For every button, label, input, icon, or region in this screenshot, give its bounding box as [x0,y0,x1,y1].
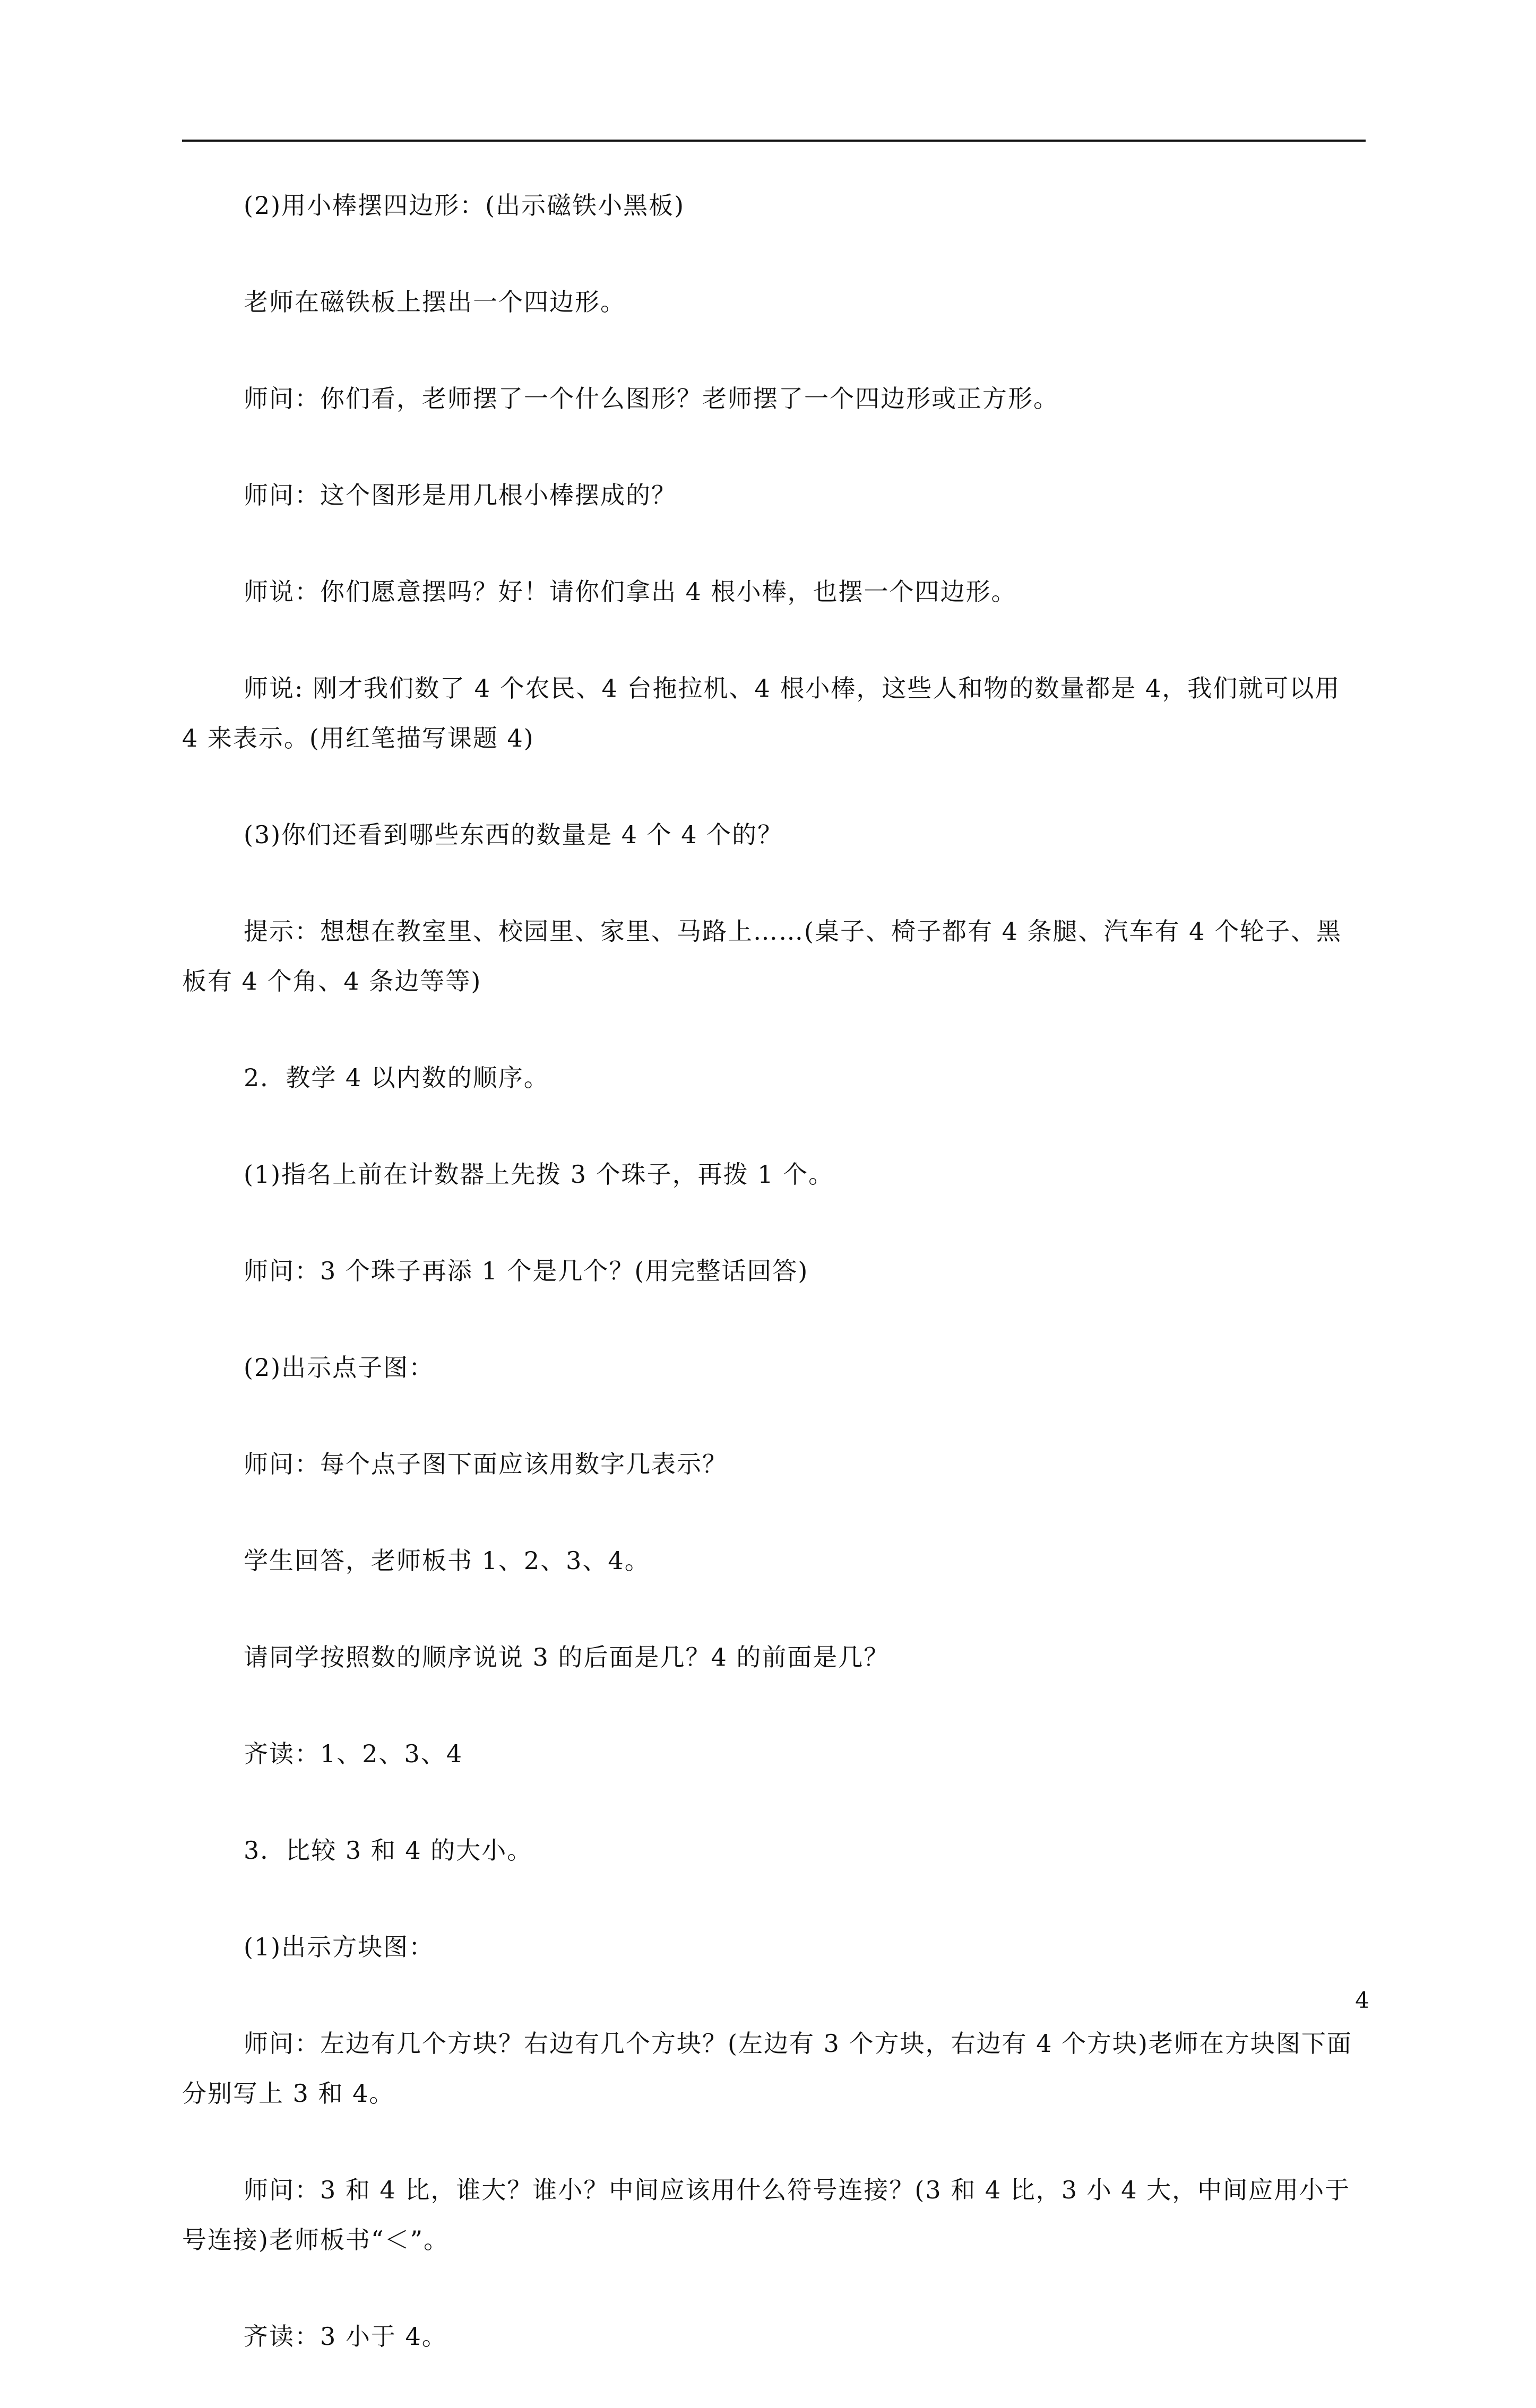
header-rule [182,140,1366,142]
paragraph-13: 师问：每个点子图下面应该用数字几表示？ [244,1450,728,1478]
paragraph-14: 学生回答，老师板书 1、2、3、4。 [244,1546,650,1575]
paragraph-11: 师问：3 个珠子再添 1 个是几个？(用完整话回答) [244,1257,809,1285]
paragraph-7: (3)你们还看到哪些东西的数量是 4 个 4 个的？ [244,820,783,849]
paragraph-6: 师说: 刚才我们数了 4 个农民、4 台拖拉机、4 根小棒，这些人和物的数量都是 4，我们就可以用 4 来表示。(用红笔描写课题 4) [182,674,1341,752]
paragraph-2: 老师在磁铁板上摆出一个四边形。 [244,288,626,316]
paragraph-12: (2)出示点子图： [244,1353,435,1382]
paragraph-4: 师问：这个图形是用几根小棒摆成的？ [244,481,677,509]
paragraph-19: 师问：左边有几个方块？右边有几个方块？(左边有 3 个方块，右边有 4 个方块)老师在方块图下面分别写上 3 和 4。 [182,2029,1352,2108]
page-number: 4 [1355,1987,1369,2013]
paragraph-18: (1)出示方块图： [244,1933,435,1961]
paragraph-16: 齐读：1、2、3、4 [244,1739,463,1768]
body-text [182,180,1366,2408]
paragraph-3: 师问：你们看，老师摆了一个什么图形？老师摆了一个四边形或正方形。 [244,384,1059,413]
paragraph-10: (1)指名上前在计数器上先拨 3 个珠子，再拨 1 个。 [244,1160,834,1189]
paragraph-17: 3．比较 3 和 4 的大小。 [244,1836,533,1865]
paragraph-1: (2)用小棒摆四边形：(出示磁铁小黑板) [244,191,685,220]
paragraph-20: 师问：3 和 4 比，谁大？谁小？中间应该用什么符号连接？(3 和 4 比，3 小 4 大，中间应用小于号连接)老师板书“＜”。 [182,2176,1351,2254]
paragraph-8: 提示：想想在教室里、校园里、家里、马路上……(桌子、椅子都有 4 条腿、汽车有 4 个轮子、黑板有 4 个角、4 条边等等) [182,917,1342,995]
paragraph-15: 请同学按照数的顺序说说 3 的后面是几？4 的前面是几？ [244,1643,890,1671]
paragraph-9: 2．教学 4 以内数的顺序。 [244,1063,549,1092]
paragraph-5: 师说：你们愿意摆吗？好！请你们拿出 4 根小棒，也摆一个四边形。 [244,577,1017,606]
paragraph-21: 齐读：3 小于 4。 [244,2322,447,2351]
